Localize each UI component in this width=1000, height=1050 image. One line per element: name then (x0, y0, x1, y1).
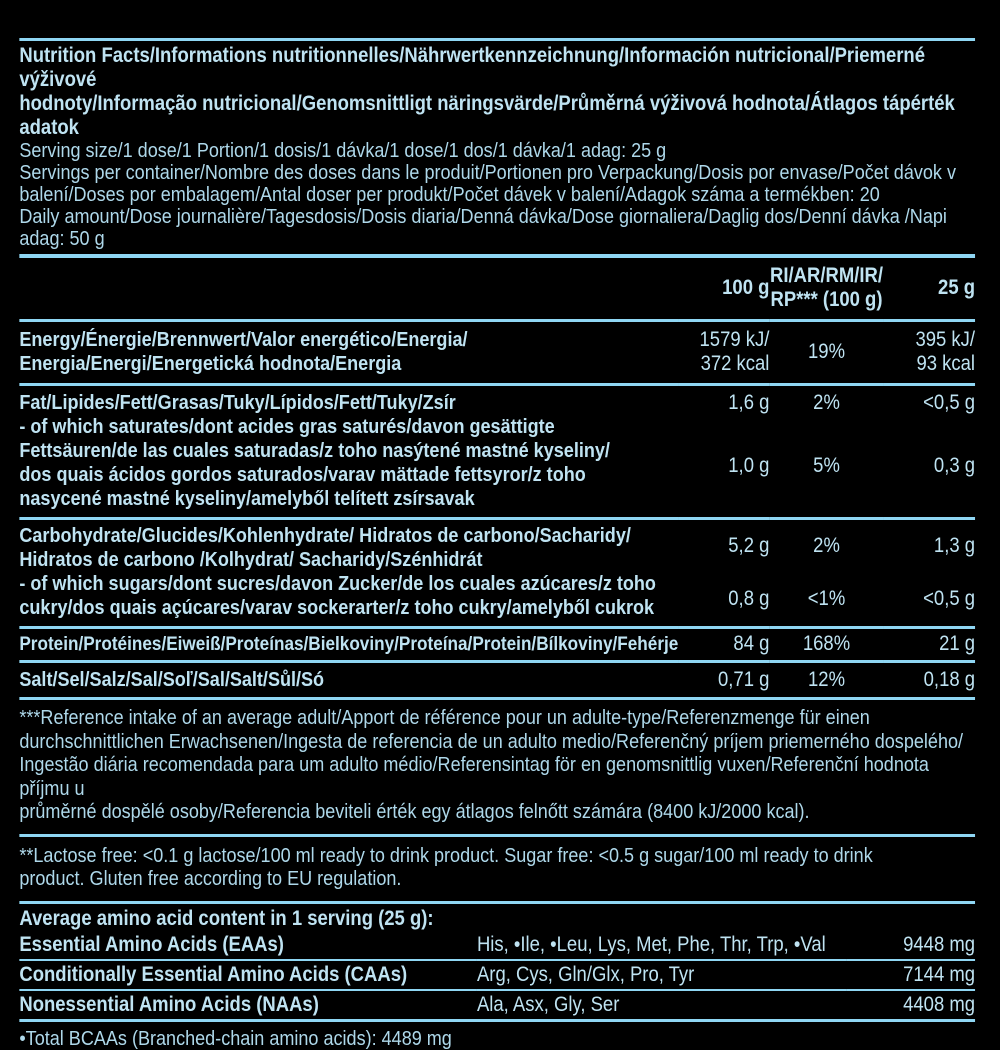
amino-name: Nonessential Amino Acids (NAAs) (19, 990, 477, 1019)
amino-list: Ala, Asx, Gly, Ser (477, 990, 847, 1019)
salt-100g: 0,71 g (678, 661, 769, 697)
saturates-25g: 0,3 g (884, 415, 975, 519)
col-100g-header: 100 g (678, 258, 769, 320)
energy-100g-kcal: 372 kcal (678, 352, 769, 376)
amino-row-caa (19, 960, 975, 990)
col-25g-header: 25 g (884, 258, 975, 320)
label-content (19, 0, 975, 1050)
energy-25g-kcal: 93 kcal (884, 352, 975, 376)
nutrition-table (19, 258, 975, 697)
lactose-note-line-1: **Lactose free: <0.1 g lactose/100 ml ready to drink product. Sugar free: <0.5 g sugar/100 ml ready to drink (19, 844, 975, 868)
energy-100g-kj: 1579 kJ/ (678, 328, 769, 352)
header-block (19, 41, 975, 250)
amino-value: 4408 mg (847, 990, 975, 1019)
carbohydrate-ri: 2% (769, 518, 883, 572)
sugars-label-line-2: cukry/dos quais açúcares/varav sockerarter/z toho cukry/amelyből cukrok (19, 596, 678, 620)
fat-label: Fat/Lipides/Fett/Grasas/Tuky/Lípidos/Fett/Tuky/Zsír (19, 384, 678, 415)
saturates-label-line-2: Fettsäuren/de las cuales saturadas/z toho nasýtené mastné kyseliny/ (19, 439, 678, 463)
saturates-label-line-4: nasycené mastné kyseliny/amelyből telített zsírsavak (19, 487, 678, 511)
fat-25g: <0,5 g (884, 384, 975, 415)
reference-note-line-4: průměrné dospělé osoby/Referencia beviteli érték egy átlagos felnőtt számára (8400 kJ/2000 kcal). (19, 800, 975, 824)
servings-line-2: balení/Doses por embalagem/Antal doser per produkt/Počet dávek v balení/Adagok száma a termékben: 20 (19, 184, 975, 206)
lactose-note (19, 837, 975, 901)
sugars-ri: <1% (769, 572, 883, 628)
protein-100g: 84 g (678, 627, 769, 661)
carbohydrate-100g: 5,2 g (678, 518, 769, 572)
reference-note (19, 700, 975, 834)
energy-row (19, 320, 975, 384)
col-ri-header (769, 258, 883, 320)
col-ri-header-line-1: RI/AR/RM/IR/ (769, 264, 883, 288)
column-header-row (19, 258, 975, 320)
energy-ri: 19% (769, 320, 883, 384)
protein-ri: 168% (769, 627, 883, 661)
carbohydrate-row (19, 518, 975, 572)
energy-25g-kj: 395 kJ/ (884, 328, 975, 352)
amino-value: 9448 mg (847, 931, 975, 960)
amino-row-eaa (19, 931, 975, 960)
salt-ri: 12% (769, 661, 883, 697)
sugars-row (19, 572, 975, 628)
amino-section (19, 904, 975, 1019)
lactose-note-line-2: product. Gluten free according to EU regulation. (19, 867, 975, 891)
saturates-row (19, 415, 975, 519)
salt-row (19, 661, 975, 697)
reference-note-line-3: Ingestão diária recomendada para um adulto médio/Referensintag för en genomsnittlig vuxen/Referenční hodnota příjmu u (19, 753, 975, 800)
saturates-label-line-1: - of which saturates/dont acides gras saturés/davon gesättigte (19, 415, 678, 439)
bcaa-total: •Total BCAAs (Branched-chain amino acids): 4489 mg (19, 1022, 975, 1050)
saturates-ri: 5% (769, 415, 883, 519)
amino-value: 7144 mg (847, 960, 975, 990)
sugars-label-line-1: - of which sugars/dont sucres/davon Zucker/de los cuales azúcares/z toho (19, 572, 678, 596)
title-line-1: Nutrition Facts/Informations nutritionnelles/Nährwertkennzeichnung/Información nutricional/Priemerné výživové (19, 44, 975, 92)
salt-25g: 0,18 g (884, 661, 975, 697)
col-ri-header-line-2: RP*** (100 g) (769, 288, 883, 312)
saturates-label-line-3: dos quais ácidos gordos saturados/varav mättade fettsyror/z toho (19, 463, 678, 487)
amino-list: His, •Ile, •Leu, Lys, Met, Phe, Thr, Trp, •Val (477, 931, 847, 960)
reference-note-line-2: durchschnittlichen Erwachsenen/Ingesta de referencia de un adulto medio/Referenčný príjem priemerného dospelého/ (19, 730, 975, 754)
reference-note-line-1: ***Reference intake of an average adult/Apport de référence pour un adulte-type/Referenzmenge für einen (19, 706, 975, 730)
sugars-25g: <0,5 g (884, 572, 975, 628)
amino-table (19, 931, 975, 1019)
saturates-100g: 1,0 g (678, 415, 769, 519)
energy-label-line-2: Energia/Energi/Energetická hodnota/Energia (19, 352, 678, 376)
carbohydrate-25g: 1,3 g (884, 518, 975, 572)
salt-label: Salt/Sel/Salz/Sal/Soľ/Sal/Salt/Sůl/Só (19, 661, 678, 697)
daily-amount: Daily amount/Dose journalière/Tagesdosis/Dosis diaria/Denná dávka/Dose giornaliera/Daglig dos/Denní dávka /Napi adag: 50 g (19, 206, 975, 250)
protein-label: Protein/Protéines/Eiweiß/Proteínas/Bielkoviny/Proteína/Protein/Bílkoviny/Fehérje (19, 627, 678, 661)
fat-row (19, 384, 975, 415)
carbohydrate-label-line-1: Carbohydrate/Glucides/Kohlenhydrate/ Hidratos de carbono/Sacharidy/ (19, 524, 678, 548)
title-line-2: hodnoty/Informação nutricional/Genomsnittligt näringsvärde/Průměrná výživová hodnota/Átlagos tápérték adatok (19, 92, 975, 140)
serving-size: Serving size/1 dose/1 Portion/1 dosis/1 dávka/1 dose/1 dos/1 dávka/1 adag: 25 g (19, 140, 975, 162)
fat-ri: 2% (769, 384, 883, 415)
amino-title: Average amino acid content in 1 serving (25 g): (19, 907, 975, 931)
energy-label-line-1: Energy/Énergie/Brennwert/Valor energético/Energia/ (19, 328, 678, 352)
amino-name: Conditionally Essential Amino Acids (CAAs) (19, 960, 477, 990)
fat-100g: 1,6 g (678, 384, 769, 415)
protein-row (19, 627, 975, 661)
amino-row-naa (19, 990, 975, 1019)
amino-list: Arg, Cys, Gln/Glx, Pro, Tyr (477, 960, 847, 990)
protein-25g: 21 g (884, 627, 975, 661)
servings-line-1: Servings per container/Nombre des doses dans le produit/Portionen pro Verpackung/Dosis por envase/Počet dávok v (19, 162, 975, 184)
sugars-100g: 0,8 g (678, 572, 769, 628)
carbohydrate-label-line-2: Hidratos de carbono /Kolhydrat/ Sacharidy/Szénhidrát (19, 548, 678, 572)
amino-name: Essential Amino Acids (EAAs) (19, 931, 477, 960)
